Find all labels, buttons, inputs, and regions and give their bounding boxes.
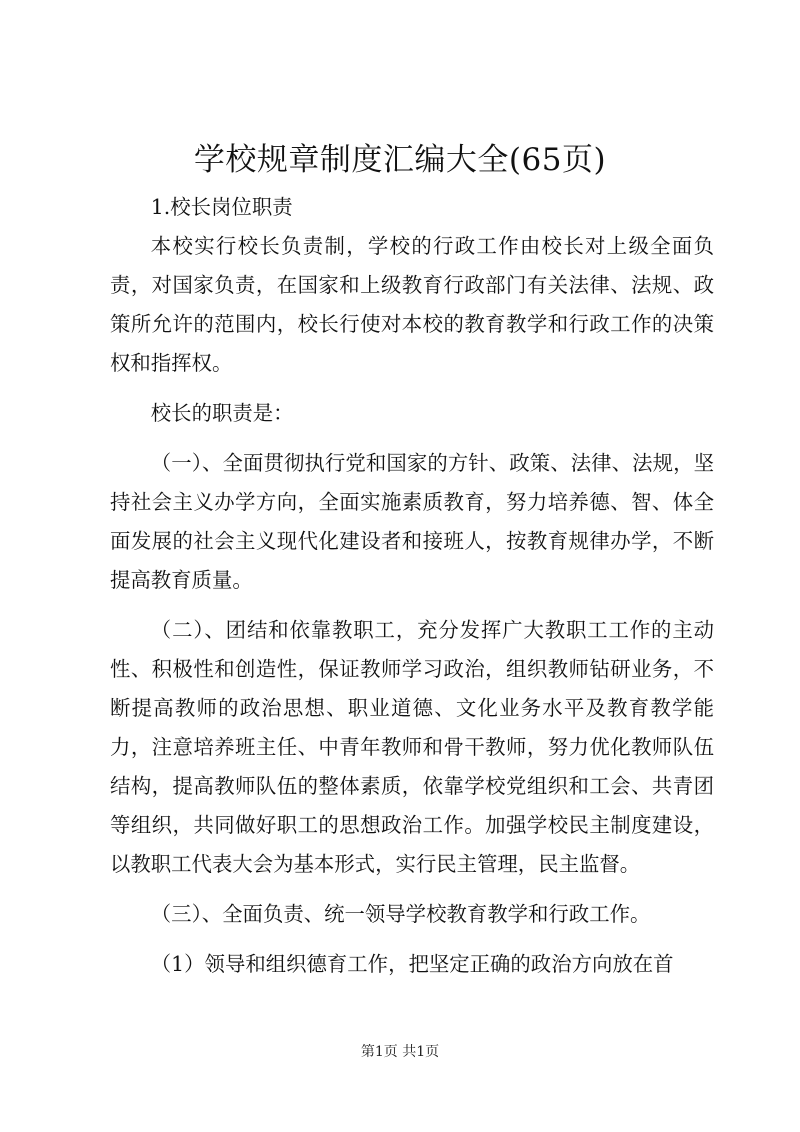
document-title: 学校规章制度汇编大全(65页) bbox=[193, 142, 607, 178]
body-paragraph: 本校实行校长负责制，学校的行政工作由校长对上级全面负责，对国家负责，在国家和上级教育行政部门有关法律、法规、政策所允许的范围内，校长行使对本校的教育教学和行政工作的决策权和指挥权。 bbox=[110, 234, 714, 375]
body-paragraph: （二）、团结和依靠教职工，充分发挥广大教职工工作的主动性、积极性和创造性，保证教师学习政治，组织教师钻研业务，不断提高教师的政治思想、职业道德、文化业务水平及教育教学能力，注意培养班主任、中青年教师和骨干教师，努力优化教师队伍结构，提高教师队伍的整体素质，依靠学校党组织和工会、共青团等组织，共同做好职工的思想政治工作。加强学校民主制度建设，以教职工代表大会为基本形式，实行民主管理，民主监督。 bbox=[110, 618, 714, 876]
section-heading: 1.校长岗位职责 bbox=[150, 195, 293, 219]
body-paragraph: （1）领导和组织德育工作，把坚定正确的政治方向放在首 bbox=[150, 952, 674, 976]
document-body bbox=[110, 188, 714, 984]
page-number-footer: 第1页 共1页 bbox=[360, 1044, 440, 1060]
body-paragraph: （一）、全面贯彻执行党和国家的方针、政策、法律、法规，坚持社会主义办学方向，全面实施素质教育，努力培养德、智、体全面发展的社会主义现代化建设者和接班人，按教育规律办学，不断提高教育质量。 bbox=[110, 451, 714, 592]
body-paragraph: （三）、全面负责、统一领导学校教育教学和行政工作。 bbox=[150, 902, 651, 926]
body-paragraph: 校长的职责是： bbox=[150, 401, 294, 425]
